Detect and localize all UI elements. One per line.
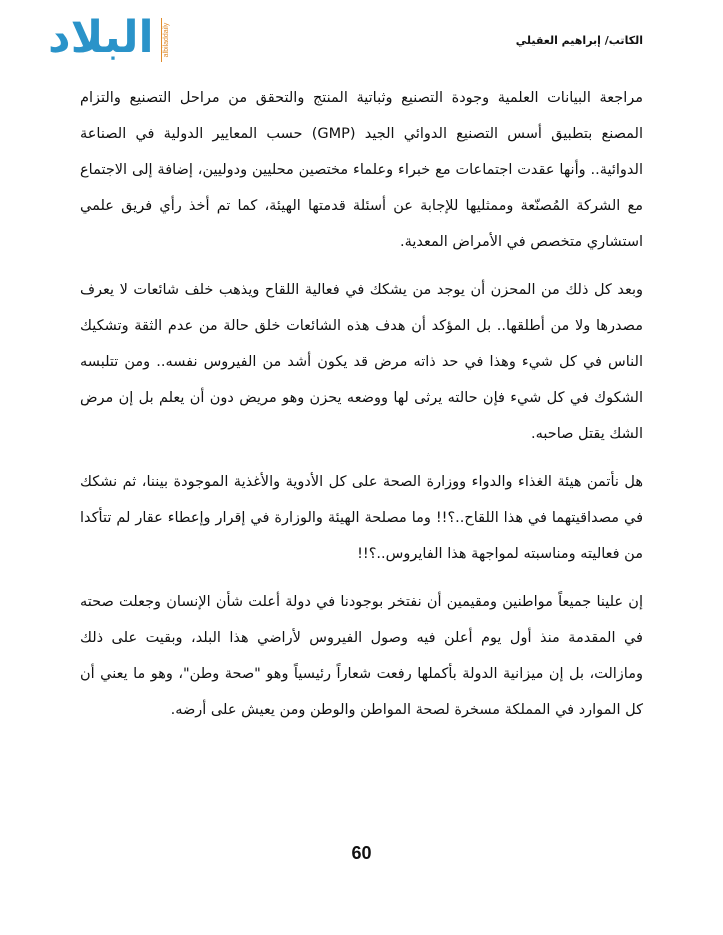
- logo-subtext-label: albiladdaily: [163, 22, 170, 58]
- paragraph: إن علينا جميعاً مواطنين ومقيمين أن نفتخر بوجودنا في دولة أعلت شأن الإنسان وجعلت صحته في المقدمة منذ أول يوم أعلن فيه وصول الفيروس لأراضي هذا البلد، وبقيت على ذلك ومازالت، بل إن ميزانية الدولة بأكملها رفعت شعاراً رئيسياً وهو "صحة وطن"، وهو ما يعني أن كل الموارد في المملكة مسخرة لصحة المواطن والوطن ومن يعيش على أرضه.: [80, 594, 643, 718]
- paragraph: مراجعة البيانات العلمية وجودة التصنيع وثباتية المنتج والتحقق من مراحل التصنيع والتزام المصنع بتطبيق أسس التصنيع الدوائي الجيد (GMP) حسب المعايير الدولية في الصناعة الدوائية.. وأنها عقدت اجتماعات مع خبراء وعلماء مختصين محليين ودوليين، إضافة إلى الاجتماع مع الشركة المُصنّعة وممثليها للإجابة عن أسئلة قدمتها الهيئة، كما تم أخذ رأي فريق علمي استشاري متخصص في الأمراض المعدية.: [80, 90, 643, 250]
- logo-wordmark: البلاد: [48, 12, 154, 63]
- paragraph: هل نأتمن هيئة الغذاء والدواء ووزارة الصحة على كل الأدوية والأغذية الموجودة بيننا، ثم نشكك في مصداقيتهما في هذا اللقاح..؟!! وما مصلحة الهيئة والوزارة في إقرار وإعطاء عقار لم تتأكدا من فعاليته ومناسبته لمواجهة هذا الفايروس..؟!!: [80, 474, 643, 562]
- paragraph: وبعد كل ذلك من المحزن أن يوجد من يشكك في فعالية اللقاح ويذهب خلف شائعات لا يعرف مصدرها ولا من أطلقها.. بل المؤكد أن هدف هذه الشائعات خلق حالة من عدم الثقة وتشكيك الناس في كل شيء وهذا في حد ذاته مرض قد يكون أشد من الفيروس نفسه.. ومن تتلبسه الشكوك في كل شيء فإن حالته يرثى لها ووضعه يحزن وهو مريض دون أن يعلم بل إن مرض الشك يقتل صاحبه.: [80, 282, 643, 442]
- logo-subtext: [161, 18, 173, 62]
- author-line: الكاتب/ إبراهيم العقيلي: [515, 34, 643, 47]
- page-number: 60: [351, 843, 372, 863]
- newspaper-logo: [48, 12, 178, 68]
- article-body: [80, 80, 643, 740]
